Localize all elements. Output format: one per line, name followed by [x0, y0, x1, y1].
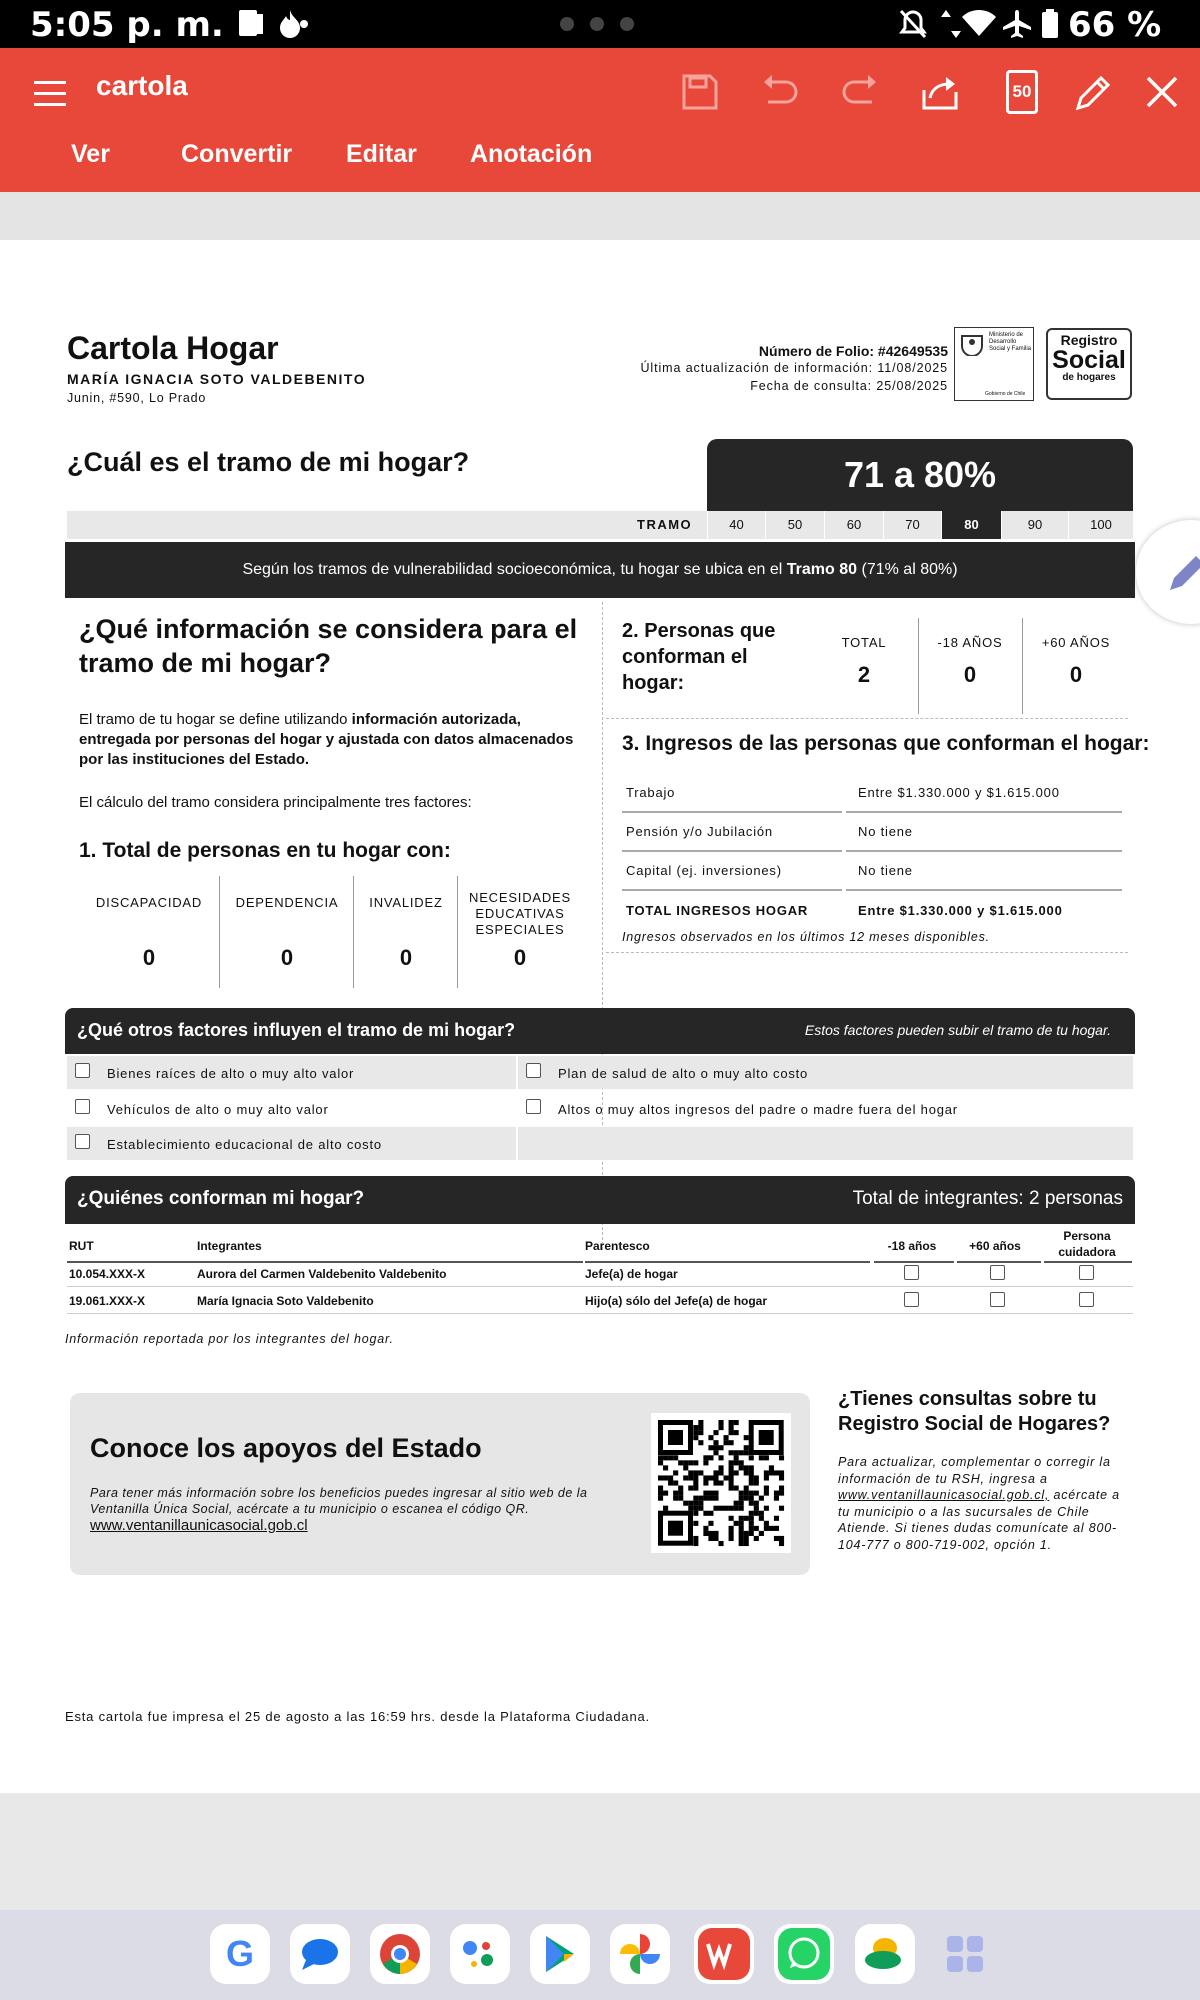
leaf-app-icon[interactable]: [855, 1924, 915, 1984]
otros-item: Establecimiento educacional de alto costo: [107, 1137, 382, 1152]
ingresos-total-label: TOTAL INGRESOS HOGAR: [626, 903, 809, 918]
row-line: [67, 1313, 1133, 1314]
integrantes-col-header: -18 años: [887, 1239, 937, 1253]
rsh-logo: [1046, 328, 1132, 400]
whatsapp-icon[interactable]: [774, 1924, 834, 1984]
otros-checkbox[interactable]: [75, 1134, 90, 1149]
integrantes-header: [65, 1176, 1135, 1224]
integrante-checkbox[interactable]: [904, 1265, 919, 1280]
tramo-cell-80: 80: [941, 511, 1001, 539]
otros-header: [65, 1008, 1135, 1054]
document-page[interactable]: [0, 240, 1200, 1793]
otros-checkbox[interactable]: [75, 1063, 90, 1078]
consultas-link[interactable]: www.ventanillaunicasocial.gob.cl,: [838, 1488, 1050, 1502]
header-underline: [195, 1261, 583, 1263]
tramo-cell-50: 50: [765, 511, 824, 539]
factor2-label: +60 AÑOS: [1041, 635, 1111, 650]
dot-icon: [298, 18, 310, 30]
factor2-label: TOTAL: [841, 635, 887, 650]
assistant-icon[interactable]: [450, 1924, 510, 1984]
consultas-text: [838, 1454, 1123, 1553]
info-factors: El cálculo del tramo considera principalmente tres factores:: [79, 794, 472, 811]
tramo-range: 71 a 80%: [707, 439, 1133, 511]
integrante-checkbox[interactable]: [1079, 1292, 1094, 1307]
info-p1b: información autorizada, entregada por personas del hogar y ajustada con datos almacenados por las instituciones del Estado.: [79, 711, 574, 768]
otros-item: Vehículos de alto o muy alto valor: [107, 1102, 329, 1117]
holder-address: Junin, #590, Lo Prado: [67, 391, 207, 405]
factor2-value: 0: [1069, 662, 1083, 687]
document-title: cartola: [96, 70, 188, 101]
integrante-rut: 19.061.XXX-X: [69, 1294, 146, 1308]
last-update: Última actualización de información: 11/08/2025: [640, 361, 948, 375]
app-toolbar: [0, 48, 1200, 192]
integrantes-col-header: Parentesco: [585, 1239, 650, 1253]
integrante-nombre: María Ignacia Soto Valdebenito: [197, 1294, 374, 1308]
integrantes-total: Total de integrantes: 2 personas: [852, 1188, 1123, 1209]
apoyos-link[interactable]: www.ventanillaunicasocial.gob.cl: [90, 1517, 308, 1534]
status-time: 5:05 p. m.: [30, 5, 224, 45]
otros-item: Bienes raíces de alto o muy alto valor: [107, 1066, 355, 1081]
play-store-icon[interactable]: [530, 1924, 590, 1984]
menu-editar[interactable]: Editar: [346, 140, 417, 168]
integrante-nombre: Aurora del Carmen Valdebenito Valdebenito: [197, 1267, 447, 1281]
factor2-heading: 2. Personas que conforman el hogar:: [622, 620, 776, 694]
hamburger-menu-icon[interactable]: [26, 68, 74, 116]
rsh-logo-line3: de hogares: [1062, 372, 1116, 383]
consultas-b: acércate a tu municipio o a las sucursales de Chile Atiende. Si tienes dudas comunícate al 800-104-777 o 800-719-002, opción 1.: [838, 1488, 1120, 1552]
header-underline: [957, 1261, 1041, 1263]
wifi-icon: [960, 8, 998, 40]
print-footer: Esta cartola fue impresa el 25 de agosto a las 16:59 hrs. desde la Plataforma Ciudadana.: [65, 1709, 650, 1724]
close-icon[interactable]: [1138, 68, 1186, 116]
integrantes-col-header: Persona cuidadora: [1058, 1229, 1116, 1259]
ingreso-label: Capital (ej. inversiones): [626, 863, 782, 878]
row-line: [846, 850, 1122, 852]
tramo-sentence-post: (71% al 80%): [857, 561, 958, 578]
data-arrows-icon: [940, 8, 962, 40]
column-separator: [1022, 618, 1023, 714]
integrantes-col-header: +60 años: [969, 1239, 1021, 1253]
rsh-logo-line1: Registro: [1060, 332, 1118, 348]
undo-icon[interactable]: [756, 68, 804, 116]
otros-item: Altos o muy altos ingresos del padre o madre fuera del hogar: [558, 1102, 958, 1117]
factor1-label: DISCAPACIDAD: [95, 895, 203, 910]
ingreso-value: Entre $1.330.000 y $1.615.000: [858, 785, 1060, 800]
column-separator: [918, 618, 919, 714]
ministry-gob: Gobierno de Chile: [985, 391, 1026, 397]
otros-checkbox[interactable]: [526, 1063, 541, 1078]
tramo-sentence: [65, 542, 1135, 598]
apoyos-card: [70, 1393, 810, 1575]
battery-level: 66 %: [1068, 5, 1162, 45]
factor1-label: NECESIDADES EDUCATIVAS ESPECIALES: [469, 890, 571, 937]
factor1-value: 0: [399, 945, 413, 970]
header-underline: [585, 1261, 870, 1263]
integrantes-heading: ¿Quiénes conforman mi hogar?: [77, 1188, 365, 1209]
tramo-cell-100: 100: [1068, 511, 1133, 539]
factor1-value: 0: [513, 945, 527, 970]
edit-pencil-icon[interactable]: [1070, 68, 1118, 116]
google-icon[interactable]: [210, 1924, 270, 1984]
info-p1a: El tramo de tu hogar se define utilizando: [79, 711, 352, 728]
tramo-scale-label: TRAMO: [637, 517, 693, 532]
consultas-heading: ¿Tienes consultas sobre tu Registro Social de Hogares?: [838, 1388, 1111, 1435]
factor1-label: DEPENDENCIA: [235, 895, 339, 910]
rsh-logo-line2: Social: [1052, 346, 1126, 374]
divider: [606, 952, 1128, 953]
tramo-cell-40: 40: [707, 511, 765, 539]
row-line: [846, 811, 1122, 813]
save-icon[interactable]: [676, 68, 724, 116]
menu-convertir[interactable]: Convertir: [181, 140, 293, 168]
wps-office-icon[interactable]: [694, 1924, 754, 1984]
factor1-value: 0: [280, 945, 294, 970]
integrantes-col-header: RUT: [69, 1239, 94, 1253]
otros-checkbox[interactable]: [75, 1099, 90, 1114]
tramo-cell-90: 90: [1001, 511, 1068, 539]
qr-code-icon[interactable]: [651, 1413, 791, 1553]
column-separator: [457, 876, 458, 988]
share-icon[interactable]: [916, 68, 964, 116]
ingresos-note: Ingresos observados en los últimos 12 meses disponibles.: [622, 930, 990, 944]
ingreso-label: Trabajo: [626, 785, 676, 800]
otros-row-bg: [518, 1127, 1133, 1160]
holder-name: MARÍA IGNACIA SOTO VALDEBENITO: [67, 371, 367, 387]
tramo-sentence-pre: Según los tramos de vulnerabilidad socioeconómica, tu hogar se ubica en el: [242, 561, 787, 578]
ingreso-value: No tiene: [858, 824, 913, 839]
pen-icon: [1166, 550, 1200, 594]
row-line: [846, 889, 1122, 891]
tramo-question: ¿Cuál es el tramo de mi hogar?: [67, 447, 470, 477]
redo-icon[interactable]: [836, 68, 884, 116]
messages-icon[interactable]: [290, 1924, 350, 1984]
header-underline: [1044, 1261, 1132, 1263]
header-underline: [874, 1261, 954, 1263]
airplane-icon: [1000, 8, 1034, 40]
factor1-value: 0: [142, 945, 156, 970]
otros-item: Plan de salud de alto o muy alto costo: [558, 1066, 809, 1081]
integrante-checkbox[interactable]: [904, 1292, 919, 1307]
app-dock: [0, 1910, 1200, 2000]
folio-number: Número de Folio: #42649535: [758, 343, 948, 359]
consultas-a: Para actualizar, complementar o corregir la información de tu RSH, ingresa a: [838, 1455, 1111, 1486]
integrante-parentesco: Jefe(a) de hogar: [585, 1267, 678, 1281]
tramo-cell-70: 70: [883, 511, 941, 539]
ministry-logo: [954, 327, 1034, 401]
page-view-badge[interactable]: 50: [1006, 70, 1038, 114]
photos-icon[interactable]: [610, 1924, 670, 1984]
divider: [606, 718, 1128, 719]
ingreso-value: No tiene: [858, 863, 913, 878]
integrante-checkbox[interactable]: [990, 1265, 1005, 1280]
factor2-value: 0: [963, 662, 977, 687]
tramo-cell-60: 60: [824, 511, 883, 539]
sim-card-icon: [236, 8, 266, 40]
document-gap: [0, 192, 1200, 240]
chile-shield-icon: [958, 332, 986, 356]
menu-ver[interactable]: Ver: [71, 140, 110, 168]
menu-anotacion[interactable]: Anotación: [470, 140, 593, 168]
column-separator: [353, 876, 354, 988]
factor2-label: -18 AÑOS: [937, 635, 1003, 650]
otros-checkbox[interactable]: [526, 1099, 541, 1114]
ingresos-total-value: Entre $1.330.000 y $1.615.000: [858, 903, 1063, 918]
row-line: [622, 811, 842, 813]
ingreso-label: Pensión y/o Jubilación: [626, 824, 773, 839]
doc-title: Cartola Hogar: [67, 330, 279, 366]
row-line: [622, 889, 842, 891]
factor1-label: INVALIDEZ: [369, 895, 443, 910]
mute-icon: [898, 8, 928, 40]
consult-date: Fecha de consulta: 25/08/2025: [750, 379, 948, 393]
integrante-parentesco: Hijo(a) sólo del Jefe(a) de hogar: [585, 1294, 768, 1308]
chrome-icon[interactable]: [370, 1924, 430, 1984]
factor2-value: 2: [857, 662, 871, 687]
otros-note: Estos factores pueden subir el tramo de tu hogar.: [804, 1022, 1111, 1038]
factor1-heading: 1. Total de personas en tu hogar con:: [79, 839, 451, 862]
otros-heading: ¿Qué otros factores influyen el tramo de mi hogar?: [77, 1020, 516, 1040]
row-line: [622, 850, 842, 852]
camera-dots: [560, 17, 650, 36]
app-drawer-icon[interactable]: [935, 1924, 995, 1984]
integrante-checkbox[interactable]: [1079, 1265, 1094, 1280]
apoyos-text: Para tener más información sobre los beneficios puedes ingresar al sitio web de la Ventanilla Única Social, acércate a tu municipio o escanea el código QR.: [90, 1486, 588, 1516]
apoyos-heading: Conoce los apoyos del Estado: [90, 1433, 482, 1463]
row-line: [67, 1286, 1133, 1287]
column-separator: [219, 876, 220, 988]
tramo-sentence-strong: Tramo 80: [786, 561, 858, 578]
ministry-name: Ministerio de Desarrollo Social y Familia: [989, 332, 1032, 352]
factor3-heading: 3. Ingresos de las personas que conforman el hogar:: [622, 732, 1150, 755]
tramo-scale: [67, 511, 1133, 539]
svg-text:G: G: [225, 1933, 255, 1974]
info-heading: ¿Qué información se considera para el tramo de mi hogar?: [79, 614, 578, 678]
info-paragraph: [79, 710, 579, 770]
status-bar: [0, 0, 1200, 48]
integrantes-note: Información reportada por los integrantes del hogar.: [65, 1332, 394, 1346]
integrante-checkbox[interactable]: [990, 1292, 1005, 1307]
integrante-rut: 10.054.XXX-X: [69, 1267, 146, 1281]
battery-icon: [1040, 8, 1060, 40]
integrantes-col-header: Integrantes: [197, 1239, 262, 1253]
